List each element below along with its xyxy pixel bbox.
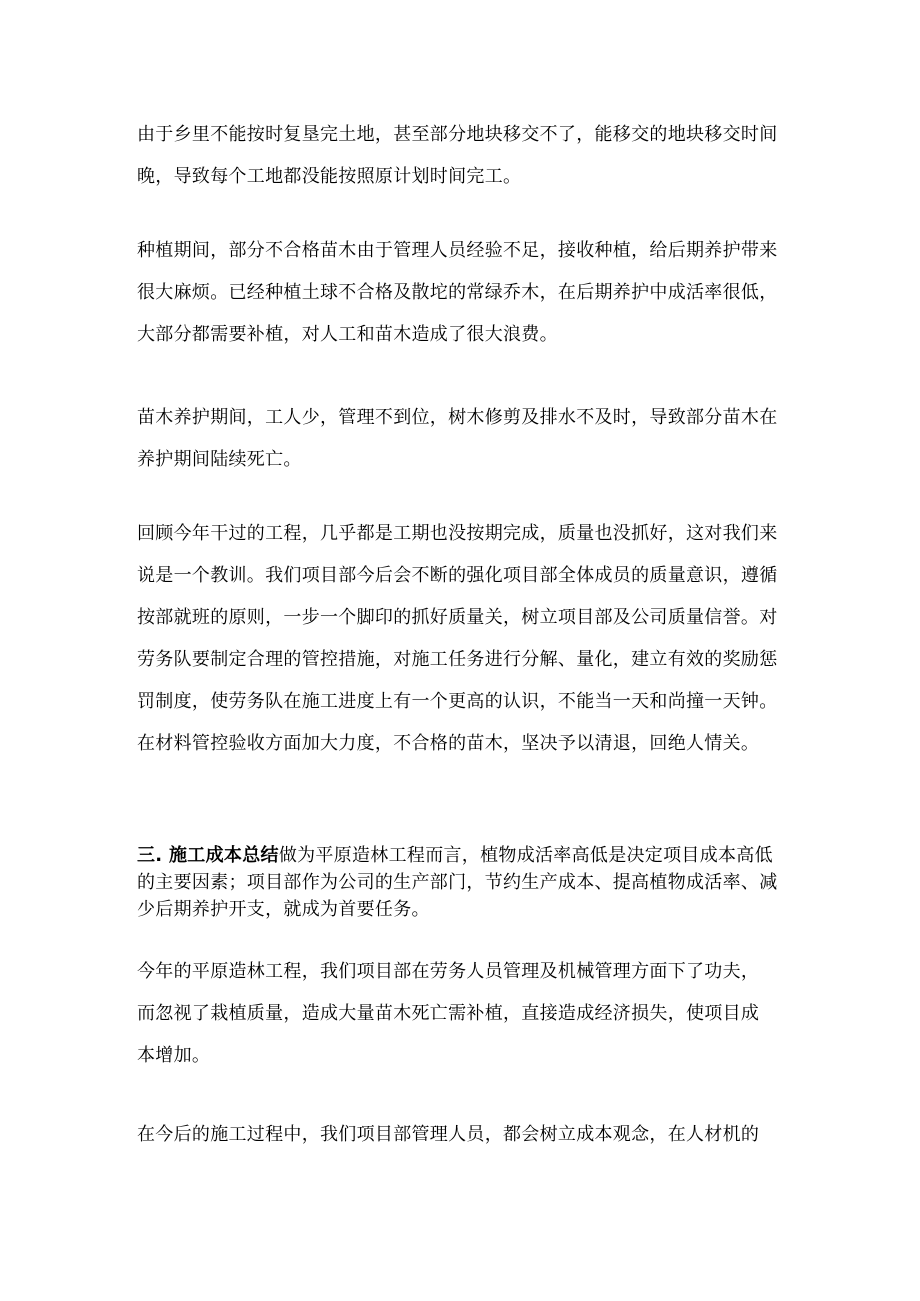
text-line [137, 842, 797, 869]
text-line: 种植期间，部分不合格苗木由于管理人员经验不足，接收种植，给后期养护带来 [137, 240, 778, 261]
text-line: 很大麻烦。已经种植土球不合格及散坨的常绿乔木，在后期养护中成活率很低， [137, 282, 778, 303]
text-line: 本增加。 [137, 1045, 211, 1066]
heading-continuation: 做为平原造林工程而言，植物成活率高低是决定项目成本高低 [278, 845, 773, 866]
text-line: 按部就班的原则，一步一个脚印的抓好质量关，树立项目部及公司质量信誉。对 [137, 607, 778, 628]
text-line: 今年的平原造林工程，我们项目部在劳务人员管理及机械管理方面下了功夫， [137, 961, 760, 982]
text-line: 在材料管控验收方面加大力度，不合格的苗木，坚决予以清退，回绝人情关。 [137, 733, 760, 754]
paragraph-planting-period [137, 230, 797, 356]
section-heading: 三. 施工成本总结 [137, 845, 279, 866]
paragraph-this-year [137, 951, 797, 1077]
text-line: 罚制度，使劳务队在施工进度上有一个更高的认识，不能当一天和尚撞一天钟。 [137, 691, 778, 712]
paragraph-land-handover [137, 114, 797, 198]
text-line: 劳务队要制定合理的管控措施，对施工任务进行分解、量化，建立有效的奖励惩 [137, 649, 778, 670]
text-line: 回顾今年干过的工程，几乎都是工期也没按期完成，质量也没抓好，这对我们来 [137, 523, 778, 544]
paragraph-maintenance-period [137, 397, 797, 481]
text-line: 少后期养护开支，就成为首要任务。 [137, 899, 430, 920]
text-line: 苗木养护期间，工人少，管理不到位，树木修剪及排水不及时，导致部分苗木在 [137, 407, 778, 428]
text-line: 说是一个教训。我们项目部今后会不断的强化项目部全体成员的质量意识，遵循 [137, 565, 778, 586]
text-line: 而忽视了栽植质量，造成大量苗木死亡需补植，直接造成经济损失，使项目成 [137, 1003, 760, 1024]
text-line: 大部分都需要补植，对人工和苗木造成了很大浪费。 [137, 324, 558, 345]
paragraph-future [137, 1114, 797, 1156]
paragraph-cost-summary [137, 842, 797, 923]
text-line: 由于乡里不能按时复垦完土地，甚至部分地块移交不了，能移交的地块移交时间 [137, 124, 778, 145]
text-line: 养护期间陆续死亡。 [137, 449, 302, 470]
text-line: 的主要因素；项目部作为公司的生产部门，节约生产成本、提高植物成活率、减 [137, 872, 778, 893]
paragraph-review [137, 513, 797, 765]
text-line: 在今后的施工过程中，我们项目部管理人员，都会树立成本观念，在人材机的 [137, 1124, 760, 1145]
text-line: 晚，导致每个工地都没能按照原计划时间完工。 [137, 166, 522, 187]
